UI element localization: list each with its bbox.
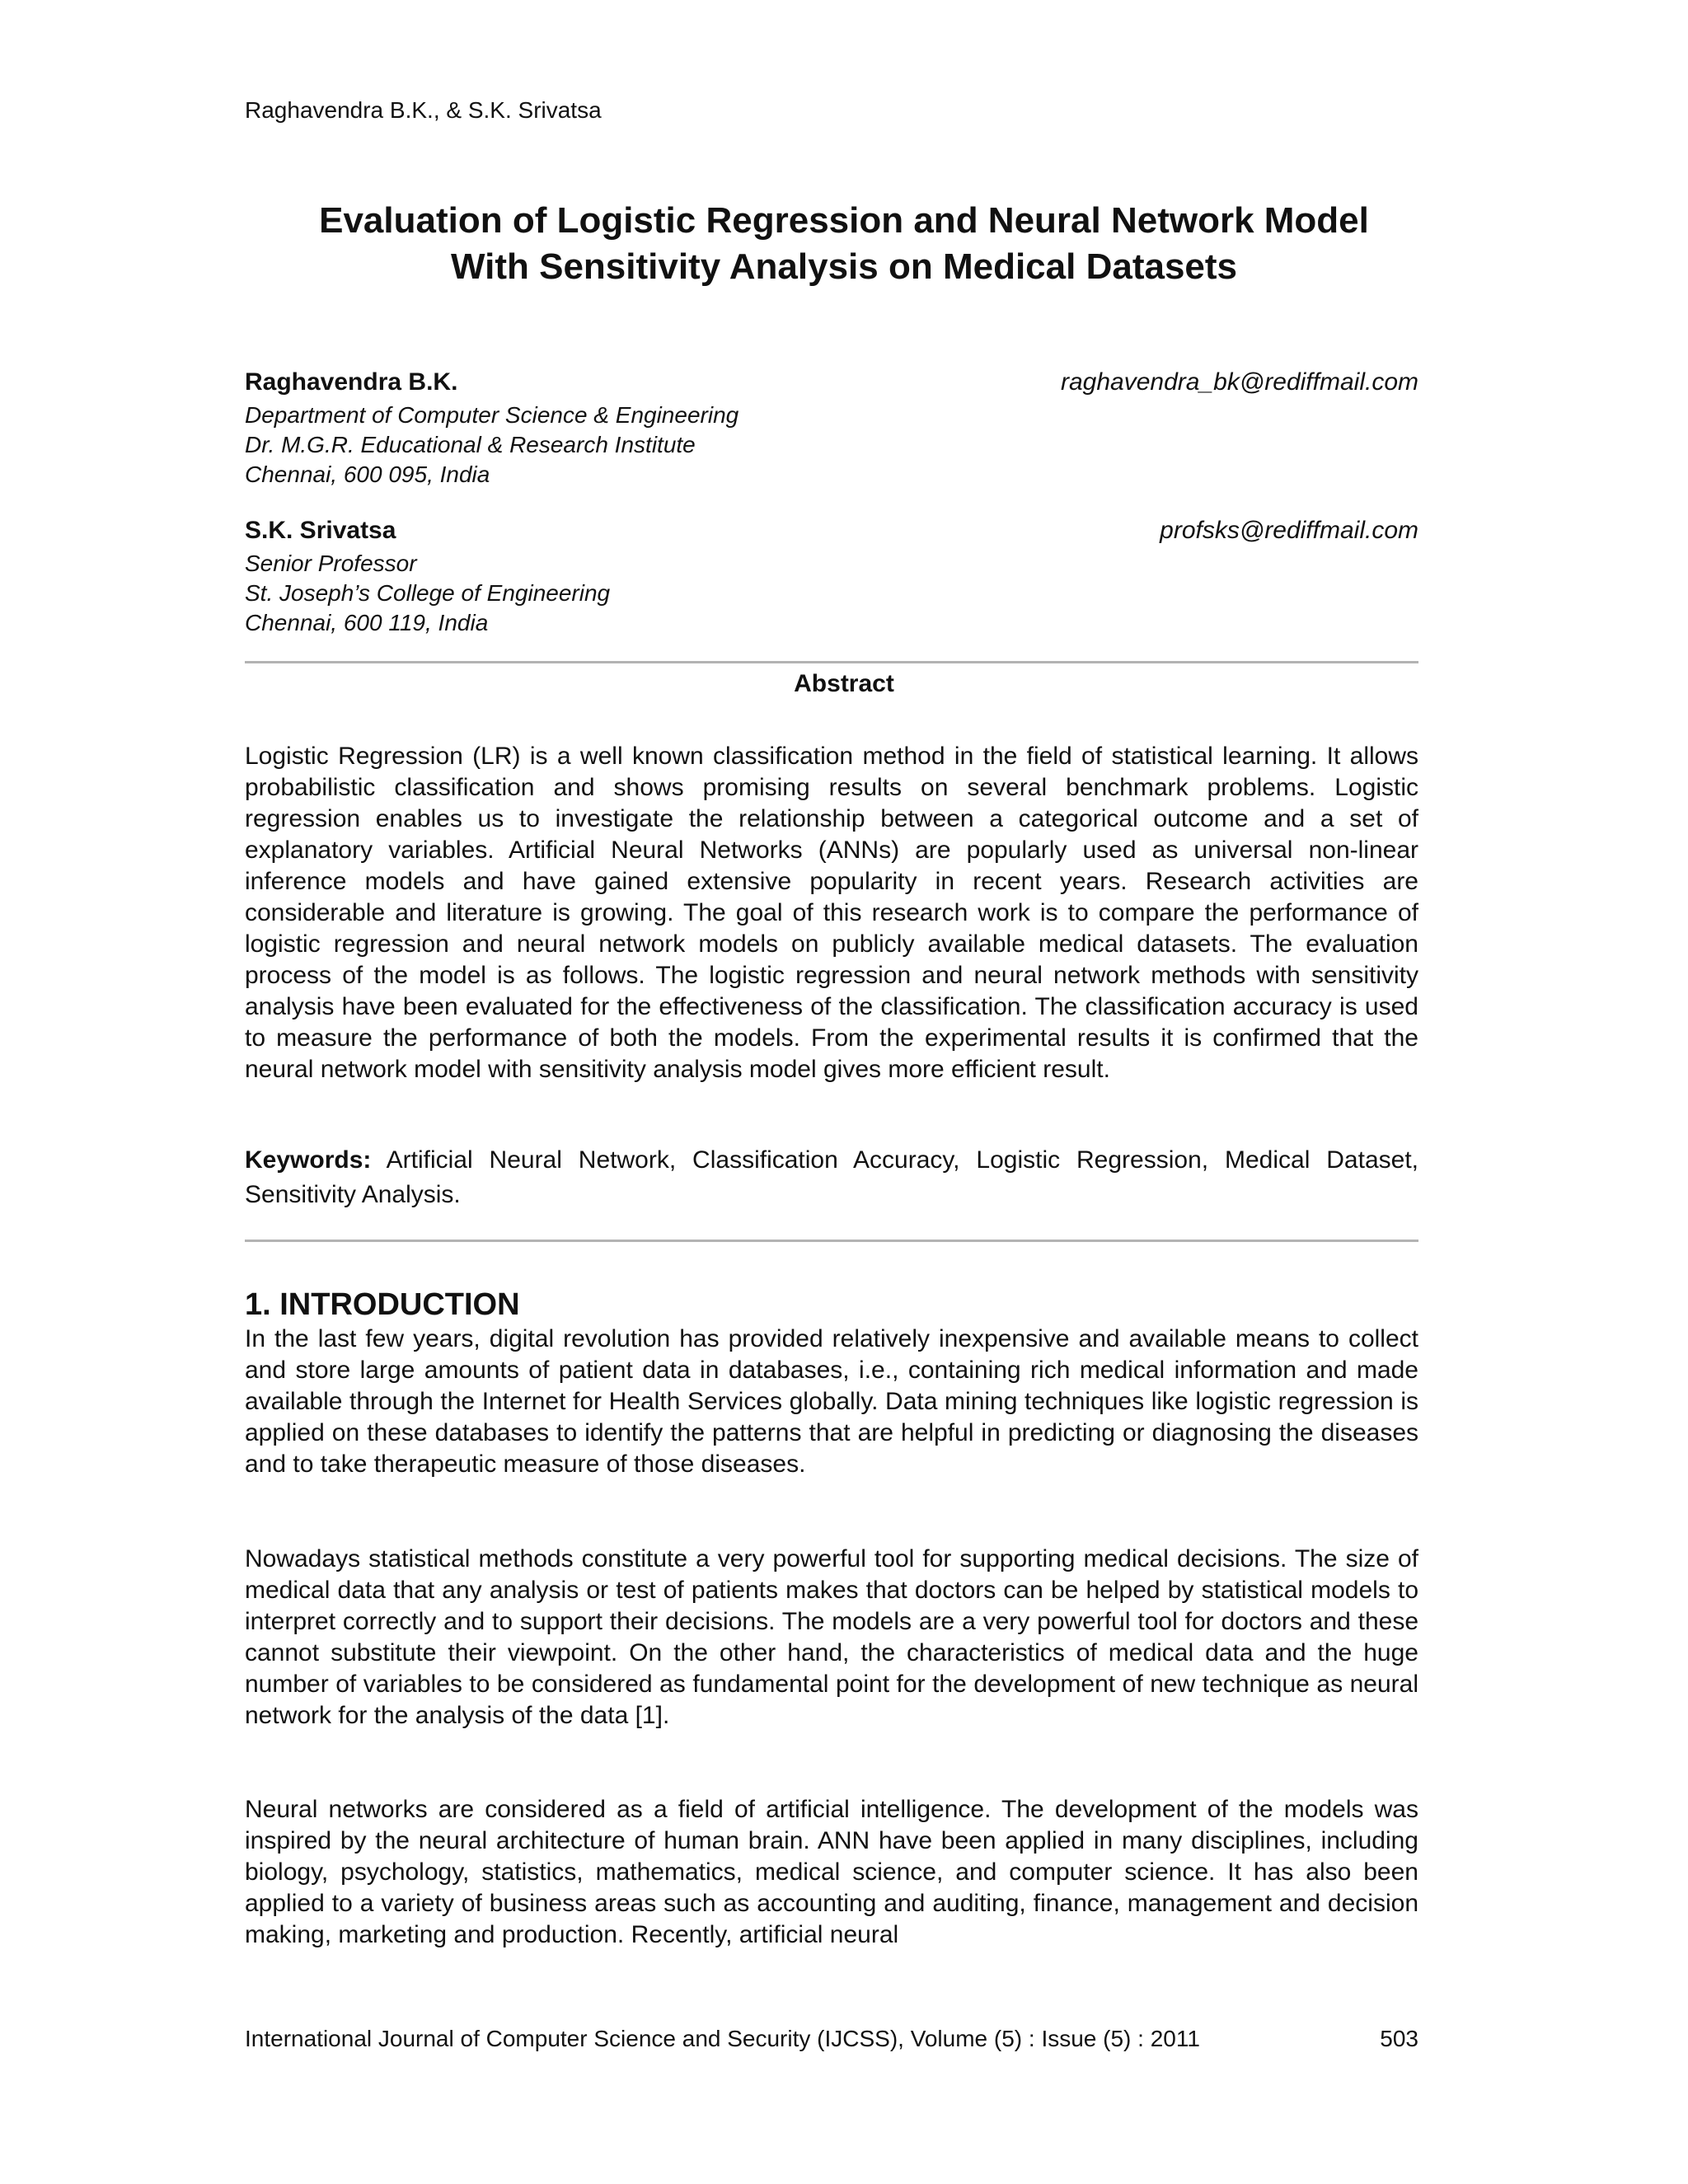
intro-paragraph-2 (245, 1544, 1418, 1732)
title-line-1: Evaluation of Logistic Regression and Neural Network Model (319, 200, 1369, 241)
author-1-email[interactable]: raghavendra_bk@rediffmail.com (1061, 368, 1418, 396)
title-line-2: With Sensitivity Analysis on Medical Datasets (450, 246, 1238, 287)
author-2-affiliation (245, 549, 610, 638)
paragraph-text: Neural networks are considered as a field of artificial intelligence. The development of the models was inspired by the neural architecture of human brain. ANN have been applied in many disciplines, including biology, psychology, statistics, mathematics, medical science, and computer science. It has also been applied to a variety of business areas such as accounting and auditing, finance, management and decision making, marketing and production. Recently, artificial neural (245, 1796, 1418, 1948)
paragraph-text: In the last few years, digital revolution has provided relatively inexpensive and available means to collect and store large amounts of patient data in databases, i.e., containing rich medical information and made available through the Internet for Health Services globally. Data mining techniques like logistic regression is applied on these databases to identify the patterns that are helpful in predicting or diagnosing the diseases and to take therapeutic measure of those diseases. (245, 1325, 1418, 1478)
running-head: Raghavendra B.K., & S.K. Srivatsa (245, 97, 602, 123)
footer-journal: International Journal of Computer Science and Security (IJCSS), Volume (5) : Issue (5) : 2011 (245, 2026, 1200, 2051)
author-2-institute: St. Joseph’s College of Engineering (245, 580, 611, 606)
paper-title (0, 198, 1688, 290)
keywords-label: Keywords: (245, 1146, 372, 1174)
author-1-name: Raghavendra B.K. (245, 368, 458, 396)
author-1-institute: Dr. M.G.R. Educational & Research Institute (245, 432, 696, 457)
author-2-location: Chennai, 600 119, India (245, 610, 489, 635)
author-2-name: S.K. Srivatsa (245, 517, 396, 544)
abstract-body (245, 741, 1418, 1085)
divider-top (245, 661, 1418, 663)
author-1-location: Chennai, 600 095, India (245, 462, 490, 487)
section-heading-introduction: 1. INTRODUCTION (245, 1287, 520, 1322)
author-2-email[interactable]: profsks@rediffmail.com (1160, 517, 1418, 544)
divider-bottom (245, 1240, 1418, 1242)
author-2-title: Senior Professor (245, 551, 417, 576)
author-1-affiliation (245, 401, 738, 490)
abstract-text: Logistic Regression (LR) is a well known classification method in the field of statistical learning. It allows probabilistic classification and shows promising results on several benchmark problems. Logistic regression enables us to investigate the relationship between a categorical outcome and a set of explanatory variables. Artificial Neural Networks (ANNs) are popularly used as universal non-linear inference models and have gained extensive popularity in recent years. Research activities are considerable and literature is growing. The goal of this research work is to compare the performance of logistic regression and neural network models on publicly available medical datasets. The evaluation process of the model is as follows. The logistic regression and neural network methods with sensitivity analysis have been evaluated for the effectiveness of the classification. The classification accuracy is used to measure the performance of both the models. From the experimental results it is confirmed that the neural network model with sensitivity analysis model gives more efficient result. (245, 743, 1418, 1083)
intro-paragraph-1 (245, 1324, 1418, 1480)
page-number: 503 (1380, 2026, 1418, 2051)
author-1-department: Department of Computer Science & Engineering (245, 402, 739, 428)
paragraph-text: Nowadays statistical methods constitute a very powerful tool for supporting medical decisions. The size of medical data that any analysis or test of patients makes that doctors can be helped by statistical models to interpret correctly and to support their decisions. The models are a very powerful tool for doctors and these cannot substitute their viewpoint. On the other hand, the characteristics of medical data and the huge number of variables to be considered as fundamental point for the development of new technique as neural network for the analysis of the data [1]. (245, 1545, 1418, 1729)
abstract-heading: Abstract (794, 670, 894, 697)
keywords-text: Artificial Neural Network, Classification Accuracy, Logistic Regression, Medical Dataset, Sensitivity Analysis. (245, 1146, 1418, 1208)
intro-paragraph-3 (245, 1794, 1418, 1951)
keywords (245, 1143, 1418, 1212)
